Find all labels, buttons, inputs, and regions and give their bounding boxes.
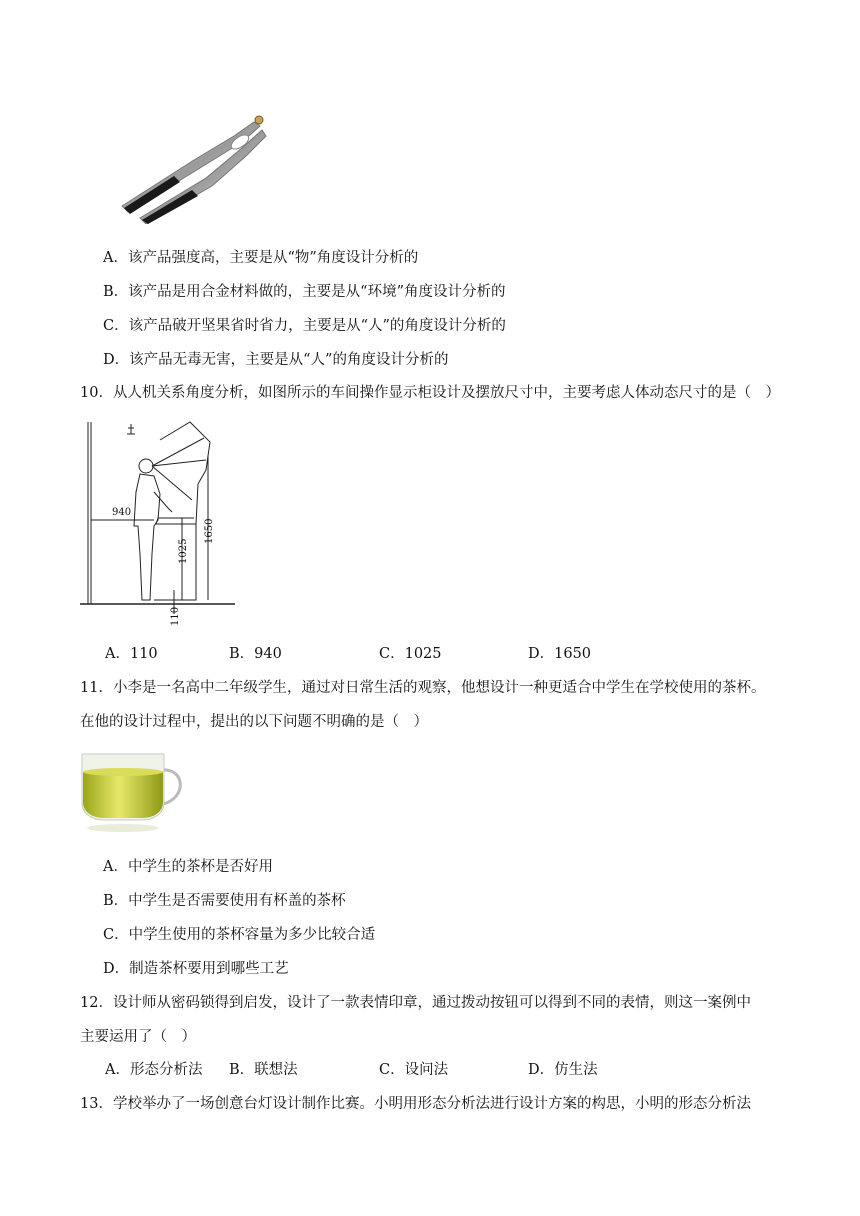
q12-stem-line2: 主要运用了（ ） <box>80 1029 196 1045</box>
q12-option-c: C．设问法 <box>379 1062 449 1078</box>
q11-stem-line1: 11．小李是一名高中二年级学生，通过对日常生活的观察，他想设计一种更适合中学生在学校使用的茶杯。 <box>80 680 766 696</box>
q9-option-a: A．该产品强度高，主要是从“物”角度设计分析的 <box>103 250 419 266</box>
q12-option-d: D．仿生法 <box>528 1062 598 1078</box>
q10-option-b: B．940 <box>229 646 282 662</box>
workstation-diagram <box>80 414 240 630</box>
q13-stem-line1: 13．学校举办了一场创意台灯设计制作比赛。小明用形态分析法进行设计方案的构思，小明的形态分析法 <box>80 1096 751 1112</box>
q9-option-b: B．该产品是用合金材料做的，主要是从“环境”角度设计分析的 <box>103 284 506 300</box>
dim-label-1650: 1650 <box>204 518 215 544</box>
dim-label-110: 110 <box>170 606 181 626</box>
q11-option-b: B．中学生是否需要使用有杯盖的茶杯 <box>103 893 346 909</box>
q10-option-a: A．110 <box>105 646 158 662</box>
nutcracker-image <box>114 108 269 224</box>
q9-option-d: D．该产品无毒无害，主要是从“人”的角度设计分析的 <box>103 352 449 368</box>
q11-stem-line2: 在他的设计过程中，提出的以下问题不明确的是（ ） <box>80 714 428 730</box>
q10-option-d: D．1650 <box>528 646 592 662</box>
q11-option-d: D．制造茶杯要用到哪些工艺 <box>103 961 289 977</box>
q10-option-c: C．1025 <box>379 646 442 662</box>
dim-label-1025: 1025 <box>178 538 189 564</box>
q11-option-a: A．中学生的茶杯是否好用 <box>103 859 273 875</box>
q12-stem-line1: 12．设计师从密码锁得到启发，设计了一款表情印章，通过拨动按钮可以得到不同的表情，则这一案例中 <box>80 995 751 1011</box>
q12-option-a: A．形态分析法 <box>105 1062 203 1078</box>
q9-option-c: C．该产品破开坚果省时省力，主要是从“人”的角度设计分析的 <box>103 318 506 334</box>
q12-option-b: B．联想法 <box>229 1062 298 1078</box>
tea-cup-image <box>80 746 188 834</box>
q10-stem: 10．从人机关系角度分析，如图所示的车间操作显示柜设计及摆放尺寸中，主要考虑人体动态尺寸的是（ ） <box>80 385 780 401</box>
q11-option-c: C．中学生使用的茶杯容量为多少比较合适 <box>103 927 376 943</box>
dim-label-940: 940 <box>112 507 132 518</box>
